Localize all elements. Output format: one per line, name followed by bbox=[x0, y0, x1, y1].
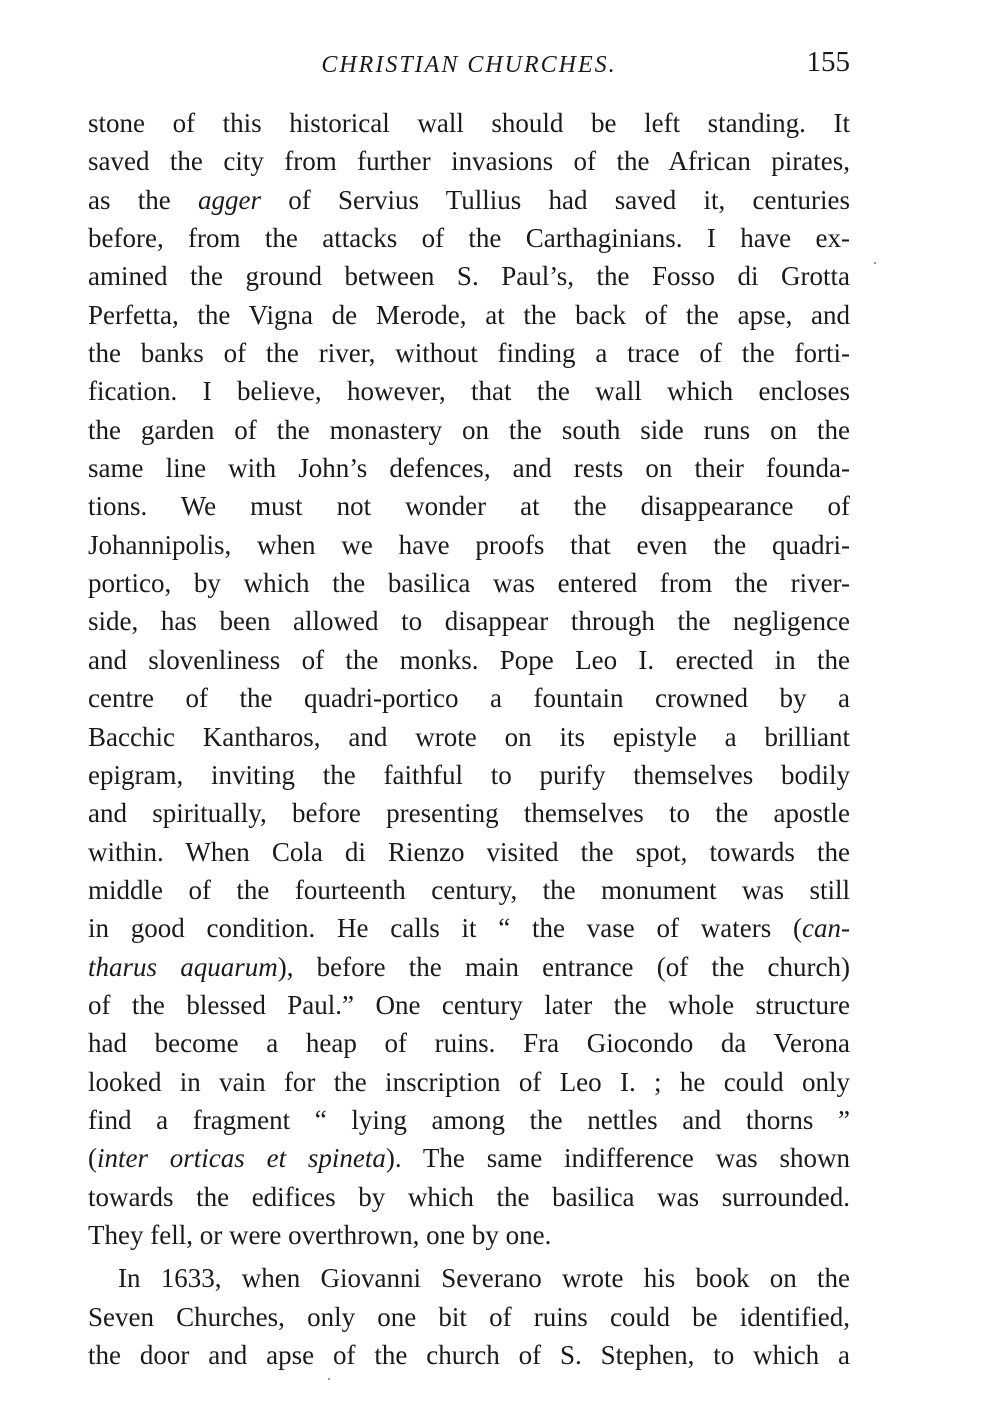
text-line: portico, by which the basilica was entered from the river- bbox=[88, 568, 850, 599]
page-number: 155 bbox=[806, 46, 850, 78]
text-line: centre of the quadri-portico a fountain crowned by a bbox=[88, 683, 850, 714]
running-head bbox=[88, 46, 850, 86]
running-title: CHRISTIAN CHURCHES. bbox=[321, 52, 617, 78]
text-line: towards the edifices by which the basilica was surrounded. bbox=[88, 1181, 850, 1212]
text-line: within. When Cola di Rienzo visited the spot, towards the bbox=[88, 836, 850, 867]
text-line: (inter orticas et spineta). The same indifference was shown bbox=[88, 1143, 850, 1174]
scan-speck bbox=[874, 262, 876, 264]
text-line: Johannipolis, when we have proofs that even the quadri- bbox=[88, 529, 850, 560]
text-line: Perfetta, the Vigna de Merode, at the back of the apse, and bbox=[88, 299, 850, 330]
text-line: stone of this historical wall should be left standing. It bbox=[88, 108, 850, 138]
text-line: tharus aquarum), before the main entrance (of the church) bbox=[88, 951, 850, 982]
text-line: the banks of the river, without finding a trace of the forti- bbox=[88, 338, 850, 369]
text-line: middle of the fourteenth century, the monument was still bbox=[88, 874, 850, 905]
text-line: Seven Churches, only one bit of ruins could be identified, bbox=[88, 1301, 850, 1332]
text-line: side, has been allowed to disappear through the negligence bbox=[88, 606, 850, 637]
text-line: epigram, inviting the faithful to purify themselves bodily bbox=[88, 759, 850, 790]
text-line: and slovenliness of the monks. Pope Leo I. erected in the bbox=[88, 644, 850, 675]
text-line: tions. We must not wonder at the disappearance of bbox=[88, 491, 850, 522]
text-line: fication. I believe, however, that the wall which encloses bbox=[88, 376, 850, 407]
text-line: They fell, or were overthrown, one by one. bbox=[88, 1219, 552, 1250]
text-line: as the agger of Servius Tullius had saved it, centuries bbox=[88, 184, 850, 215]
paragraph-2 bbox=[88, 1259, 850, 1374]
text-line: saved the city from further invasions of the African pirates, bbox=[88, 146, 850, 177]
text-line: amined the ground between S. Paul’s, the Fosso di Grotta bbox=[88, 261, 850, 292]
scan-speck bbox=[328, 1378, 330, 1380]
text-line: the door and apse of the church of S. Stephen, to which a bbox=[88, 1340, 850, 1370]
text-line: of the blessed Paul.” One century later the whole structure bbox=[88, 989, 850, 1020]
body-text bbox=[88, 104, 850, 1374]
paragraph-1 bbox=[88, 104, 850, 1254]
text-line: before, from the attacks of the Carthaginians. I have ex- bbox=[88, 223, 850, 254]
text-line: Bacchic Kantharos, and wrote on its epistyle a brilliant bbox=[88, 721, 850, 752]
text-line: find a fragment “ lying among the nettles and thorns ” bbox=[88, 1104, 850, 1135]
text-line: In 1633, when Giovanni Severano wrote his book on the bbox=[118, 1263, 850, 1294]
text-line: the garden of the monastery on the south side runs on the bbox=[88, 414, 850, 445]
text-line: had become a heap of ruins. Fra Giocondo da Verona bbox=[88, 1028, 850, 1059]
text-line: and spiritually, before presenting themselves to the apostle bbox=[88, 798, 850, 829]
text-line: looked in vain for the inscription of Leo I. ; he could only bbox=[88, 1066, 850, 1097]
text-line: same line with John’s defences, and rests on their founda- bbox=[88, 453, 850, 484]
text-line: in good condition. He calls it “ the vase of waters (can- bbox=[88, 913, 850, 944]
